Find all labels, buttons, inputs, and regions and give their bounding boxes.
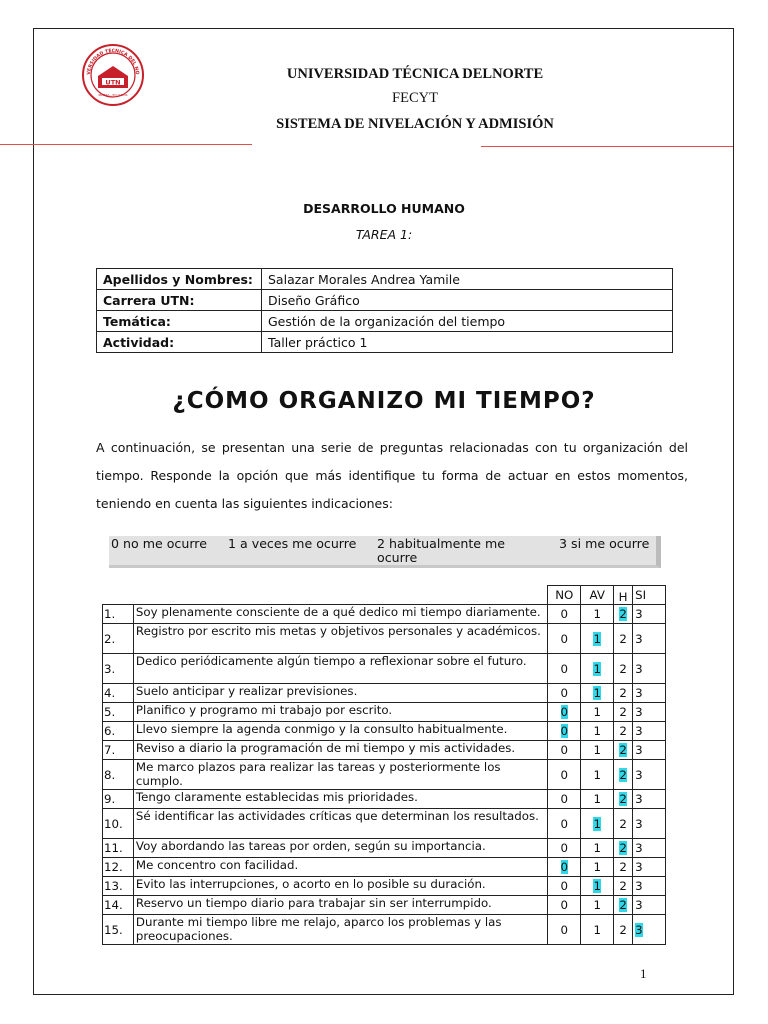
question-text: Suelo anticipar y realizar previsiones. (133, 684, 547, 703)
info-row (97, 290, 673, 311)
question-text: Dedico periódicamente algún tiempo a reflexionar sobre el futuro. (133, 654, 547, 684)
answer-cell[interactable] (633, 877, 666, 896)
doc-subtitle: TAREA 1: (355, 227, 413, 242)
info-value: Gestión de la organización del tiempo (262, 311, 673, 332)
legend-1: 1 a veces me ocurre (228, 536, 357, 551)
question-row (103, 741, 666, 760)
header-divider-left (0, 144, 252, 145)
answer-cell[interactable] (633, 760, 666, 790)
answer-cell[interactable] (633, 790, 666, 809)
answer-value: 1 (593, 792, 601, 806)
answer-value: 0 (560, 841, 569, 855)
logo-ring-text: VERSIDAD TÉCNICA DEL NO (86, 48, 140, 76)
answer-value: 3 (635, 661, 643, 676)
question-number: 8. (103, 760, 134, 790)
answer-cell[interactable] (614, 915, 633, 945)
info-value: Salazar Morales Andrea Yamile (262, 269, 673, 290)
question-row (103, 624, 666, 654)
answer-cell[interactable] (548, 915, 581, 945)
answer-cell[interactable] (581, 703, 614, 722)
answer-cell[interactable] (548, 722, 581, 741)
answer-cell[interactable] (614, 624, 633, 654)
answer-cell[interactable] (581, 684, 614, 703)
answer-cell[interactable] (633, 605, 666, 624)
answer-value: 0 (560, 743, 569, 757)
answer-value: 3 (635, 767, 643, 782)
answer-value: 0 (560, 661, 569, 676)
col-header-no: NO (548, 586, 581, 605)
answer-value: 3 (635, 841, 643, 855)
answer-value: 2 (619, 898, 627, 912)
question-row (103, 703, 666, 722)
answer-cell[interactable] (614, 741, 633, 760)
question-text: Llevo siempre la agenda conmigo y la consulto habitualmente. (133, 722, 547, 741)
answer-value: 0 (560, 879, 569, 893)
questionnaire-header-row (103, 586, 666, 605)
answer-cell[interactable] (548, 605, 581, 624)
answer-value: 0 (560, 767, 569, 782)
answer-cell[interactable] (548, 741, 581, 760)
col-header-si: SI (633, 586, 666, 605)
answer-cell[interactable] (548, 684, 581, 703)
answer-value: 2 (619, 607, 627, 621)
question-row (103, 654, 666, 684)
question-text: Planifico y programo mi trabajo por escrito. (133, 703, 547, 722)
answer-value: 1 (593, 743, 601, 757)
answer-value: 3 (635, 792, 643, 806)
info-key: Actividad: (97, 332, 262, 353)
logo-bottom-text: IBARRA - ECUADOR (98, 93, 128, 97)
info-row (97, 332, 673, 353)
university-name: UNIVERSIDAD TÉCNICA DELNORTE (286, 66, 544, 82)
answer-value: 0 (560, 607, 569, 621)
answer-value: 2 (619, 816, 627, 831)
student-info-table (96, 268, 673, 353)
answer-cell[interactable] (614, 703, 633, 722)
answer-value: 1 (593, 841, 601, 855)
answer-cell[interactable] (633, 624, 666, 654)
question-row (103, 858, 666, 877)
info-key: Temática: (97, 311, 262, 332)
info-row (97, 269, 673, 290)
answer-value: 3 (635, 607, 643, 621)
answer-value: 1 (593, 860, 601, 874)
blank-cell (103, 586, 134, 605)
answer-value: 0 (560, 792, 569, 806)
question-number: 9. (103, 790, 134, 809)
legend-2: 2 habitualmente me ocurre (377, 536, 506, 565)
question-number: 6. (103, 722, 134, 741)
answer-value: 2 (619, 860, 627, 874)
answer-value: 3 (635, 898, 643, 912)
answer-value: 1 (593, 724, 601, 738)
answer-cell[interactable] (633, 915, 666, 945)
answer-cell[interactable] (581, 858, 614, 877)
question-text: Voy abordando las tareas por orden, según su importancia. (133, 839, 547, 858)
question-row (103, 790, 666, 809)
question-row (103, 722, 666, 741)
question-text: Sé identificar las actividades críticas que determinan los resultados. (133, 809, 547, 839)
question-text: Registro por escrito mis metas y objetivos personales y académicos. (133, 624, 547, 654)
answer-cell[interactable] (614, 722, 633, 741)
main-heading: ¿CÓMO ORGANIZO MI TIEMPO? (172, 388, 596, 414)
answer-value: 2 (619, 705, 627, 719)
answer-cell[interactable] (581, 809, 614, 839)
answer-value: 0 (560, 724, 569, 738)
question-number: 15. (103, 915, 134, 945)
info-row (97, 311, 673, 332)
logo-brand: UTN (105, 78, 121, 87)
answer-value: 3 (635, 705, 643, 719)
question-row (103, 809, 666, 839)
answer-cell[interactable] (581, 741, 614, 760)
answer-cell[interactable] (614, 839, 633, 858)
question-row (103, 684, 666, 703)
answer-value: 3 (635, 860, 643, 874)
question-text: Reservo un tiempo diario para trabajar sin ser interrumpido. (133, 896, 547, 915)
answer-cell[interactable] (633, 839, 666, 858)
answer-value: 1 (593, 705, 601, 719)
answer-value: 3 (635, 724, 643, 738)
answer-value: 3 (635, 686, 643, 700)
question-row (103, 915, 666, 945)
answer-value: 1 (593, 607, 601, 621)
answer-value: 1 (593, 898, 601, 912)
question-number: 5. (103, 703, 134, 722)
answer-value: 3 (635, 816, 643, 831)
legend-3: 3 si me ocurre (559, 536, 650, 551)
answer-value: 2 (619, 743, 627, 757)
answer-cell[interactable] (548, 877, 581, 896)
answer-cell[interactable] (548, 654, 581, 684)
answer-value: 2 (619, 767, 627, 782)
answer-cell[interactable] (548, 790, 581, 809)
answer-cell[interactable] (548, 809, 581, 839)
answer-cell[interactable] (581, 605, 614, 624)
answer-cell[interactable] (614, 858, 633, 877)
answer-cell[interactable] (614, 790, 633, 809)
answer-cell[interactable] (633, 654, 666, 684)
answer-cell[interactable] (633, 722, 666, 741)
answer-cell[interactable] (614, 760, 633, 790)
answer-value: 0 (560, 860, 569, 874)
question-text: Me marco plazos para realizar las tareas y posteriormente los cumplo. (133, 760, 547, 790)
answer-value: 3 (635, 879, 643, 893)
legend-0: 0 no me ocurre (111, 536, 207, 551)
answer-cell[interactable] (581, 896, 614, 915)
answer-value: 1 (593, 879, 601, 893)
answer-cell[interactable] (548, 839, 581, 858)
question-text: Reviso a diario la programación de mi tiempo y mis actividades. (133, 741, 547, 760)
answer-cell[interactable] (581, 624, 614, 654)
question-number: 14. (103, 896, 134, 915)
answer-value: 1 (593, 767, 601, 782)
question-text: Tengo claramente establecidas mis prioridades. (133, 790, 547, 809)
answer-cell[interactable] (614, 654, 633, 684)
doc-title: DESARROLLO HUMANO (303, 201, 465, 216)
answer-value: 2 (619, 631, 627, 646)
question-row (103, 896, 666, 915)
page-number: 1 (640, 966, 647, 981)
answer-cell[interactable] (633, 858, 666, 877)
answer-value: 2 (619, 792, 627, 806)
answer-value: 3 (635, 631, 643, 646)
answer-cell[interactable] (581, 722, 614, 741)
answer-cell[interactable] (581, 760, 614, 790)
answer-value: 2 (619, 686, 627, 700)
answer-cell[interactable] (581, 839, 614, 858)
question-number: 7. (103, 741, 134, 760)
answer-cell[interactable] (633, 896, 666, 915)
system-name: SISTEMA DE NIVELACIÓN Y ADMISIÓN (276, 116, 554, 132)
question-number: 4. (103, 684, 134, 703)
faculty-name: FECYT (392, 90, 438, 106)
answer-cell[interactable] (581, 790, 614, 809)
answer-value: 0 (560, 705, 569, 719)
info-key: Apellidos y Nombres: (97, 269, 262, 290)
answer-value: 2 (619, 841, 627, 855)
answer-value: 0 (560, 898, 569, 912)
header-divider-right (481, 146, 733, 147)
answer-value: 1 (593, 816, 601, 831)
answer-cell[interactable] (548, 624, 581, 654)
question-number: 11. (103, 839, 134, 858)
answer-value: 1 (593, 922, 601, 937)
answer-cell[interactable] (614, 605, 633, 624)
answer-cell[interactable] (614, 896, 633, 915)
answer-cell[interactable] (633, 741, 666, 760)
answer-value: 0 (560, 631, 569, 646)
question-text: Evito las interrupciones, o acorto en lo posible su duración. (133, 877, 547, 896)
answer-cell[interactable] (548, 896, 581, 915)
answer-cell[interactable] (581, 654, 614, 684)
answer-value: 3 (635, 922, 643, 937)
answer-cell[interactable] (581, 877, 614, 896)
answer-cell[interactable] (633, 684, 666, 703)
answer-value: 2 (619, 879, 627, 893)
answer-cell[interactable] (633, 703, 666, 722)
blank-cell (133, 586, 547, 605)
question-row (103, 877, 666, 896)
answer-value: 1 (593, 661, 601, 676)
answer-value: 3 (635, 743, 643, 757)
question-number: 1. (103, 605, 134, 624)
col-header-h: H (614, 586, 633, 605)
answer-value: 0 (560, 922, 569, 937)
question-number: 12. (103, 858, 134, 877)
info-key: Carrera UTN: (97, 290, 262, 311)
answer-value: 1 (593, 631, 601, 646)
intro-paragraph: A continuación, se presentan una serie de preguntas relacionadas con tu organización del tiempo. Responde la opción que más identifique tu forma de actuar en estos momentos, teniendo en cuenta las siguientes indicaciones: (96, 440, 688, 511)
answer-value: 0 (560, 686, 569, 700)
rating-legend (109, 536, 661, 568)
answer-cell[interactable] (548, 858, 581, 877)
question-row (103, 760, 666, 790)
answer-value: 1 (593, 686, 601, 700)
answer-cell[interactable] (633, 809, 666, 839)
answer-value: 2 (619, 661, 627, 676)
answer-value: 2 (619, 922, 627, 937)
answer-cell[interactable] (548, 703, 581, 722)
question-number: 13. (103, 877, 134, 896)
answer-cell[interactable] (548, 760, 581, 790)
col-header-av: AV (581, 586, 614, 605)
info-value: Diseño Gráfico (262, 290, 673, 311)
question-text: Durante mi tiempo libre me relajo, aparco los problemas y las preocupaciones. (133, 915, 547, 945)
university-seal-logo (82, 44, 144, 106)
answer-value: 2 (619, 724, 627, 738)
question-number: 2. (103, 624, 134, 654)
answer-value: 0 (560, 816, 569, 831)
question-row (103, 839, 666, 858)
question-number: 3. (103, 654, 134, 684)
info-value: Taller práctico 1 (262, 332, 673, 353)
question-text: Me concentro con facilidad. (133, 858, 547, 877)
answer-cell[interactable] (581, 915, 614, 945)
answer-cell[interactable] (614, 809, 633, 839)
question-number: 10. (103, 809, 134, 839)
answer-cell[interactable] (614, 684, 633, 703)
answer-cell[interactable] (614, 877, 633, 896)
question-row (103, 605, 666, 624)
questionnaire-table (102, 585, 666, 945)
question-text: Soy plenamente consciente de a qué dedico mi tiempo diariamente. (133, 605, 547, 624)
